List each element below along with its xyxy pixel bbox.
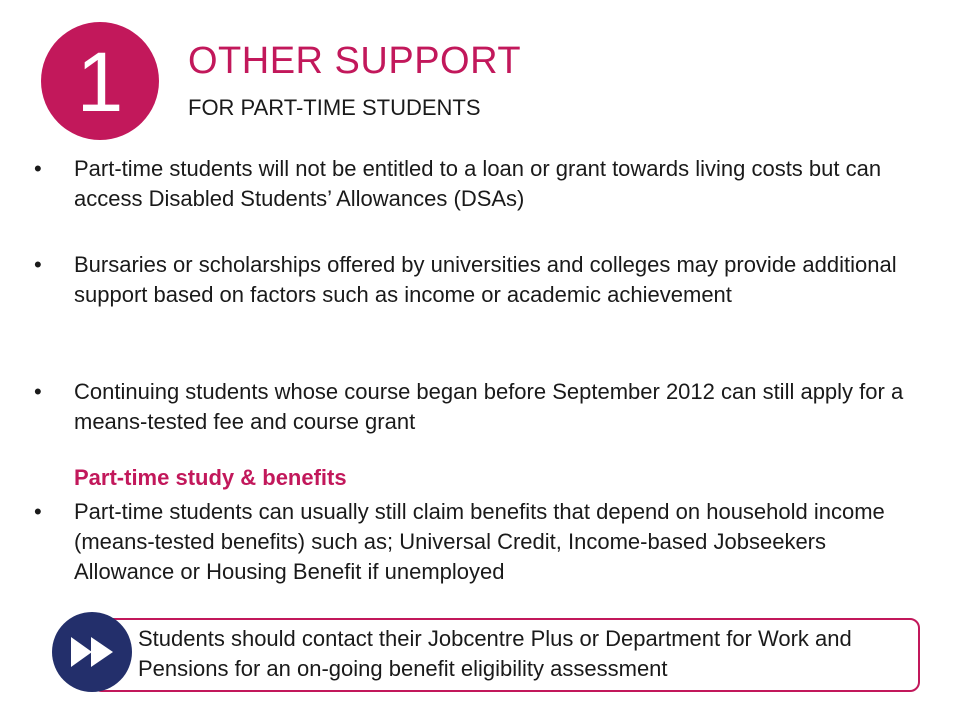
bullet-text: Continuing students whose course began before September 2012 can still apply for a means-tested fee and course grant — [74, 379, 904, 434]
fast-forward-glyph — [69, 635, 115, 669]
bullet-text: Part-time students can usually still claim benefits that depend on household income (means-tested benefits) such as; Universal Credit, Income-based Jobseekers Allowance or Housing Benefit if unemployed — [74, 499, 885, 584]
section-number-badge — [41, 22, 159, 140]
bullet-marker: • — [34, 379, 42, 404]
callout-box — [92, 618, 920, 692]
bullet-text: Part-time students will not be entitled to a loan or grant towards living costs but can access Disabled Students’ Allowances (DSAs) — [74, 156, 882, 211]
bullet-marker: • — [34, 499, 42, 524]
callout-text: Students should contact their Jobcentre Plus or Department for Work and Pensions for an on-going benefit eligibility assessment — [138, 626, 852, 681]
bullet-text: Bursaries or scholarships offered by universities and colleges may provide additional support based on factors such as income or academic achievement — [74, 252, 897, 307]
bullet-item-loans — [34, 154, 924, 214]
page-title: OTHER SUPPORT — [188, 40, 522, 82]
bullet-item-bursaries — [34, 250, 924, 310]
bullet-item-benefits — [34, 497, 924, 587]
benefits-heading: Part-time study & benefits — [74, 465, 347, 490]
bullet-marker: • — [34, 156, 42, 181]
fast-forward-icon — [52, 612, 132, 692]
bullet-item-continuing-students — [34, 377, 924, 437]
bullet-marker: • — [34, 252, 42, 277]
page-subtitle: FOR PART-TIME STUDENTS — [188, 95, 481, 120]
section-number: 1 — [76, 35, 124, 129]
